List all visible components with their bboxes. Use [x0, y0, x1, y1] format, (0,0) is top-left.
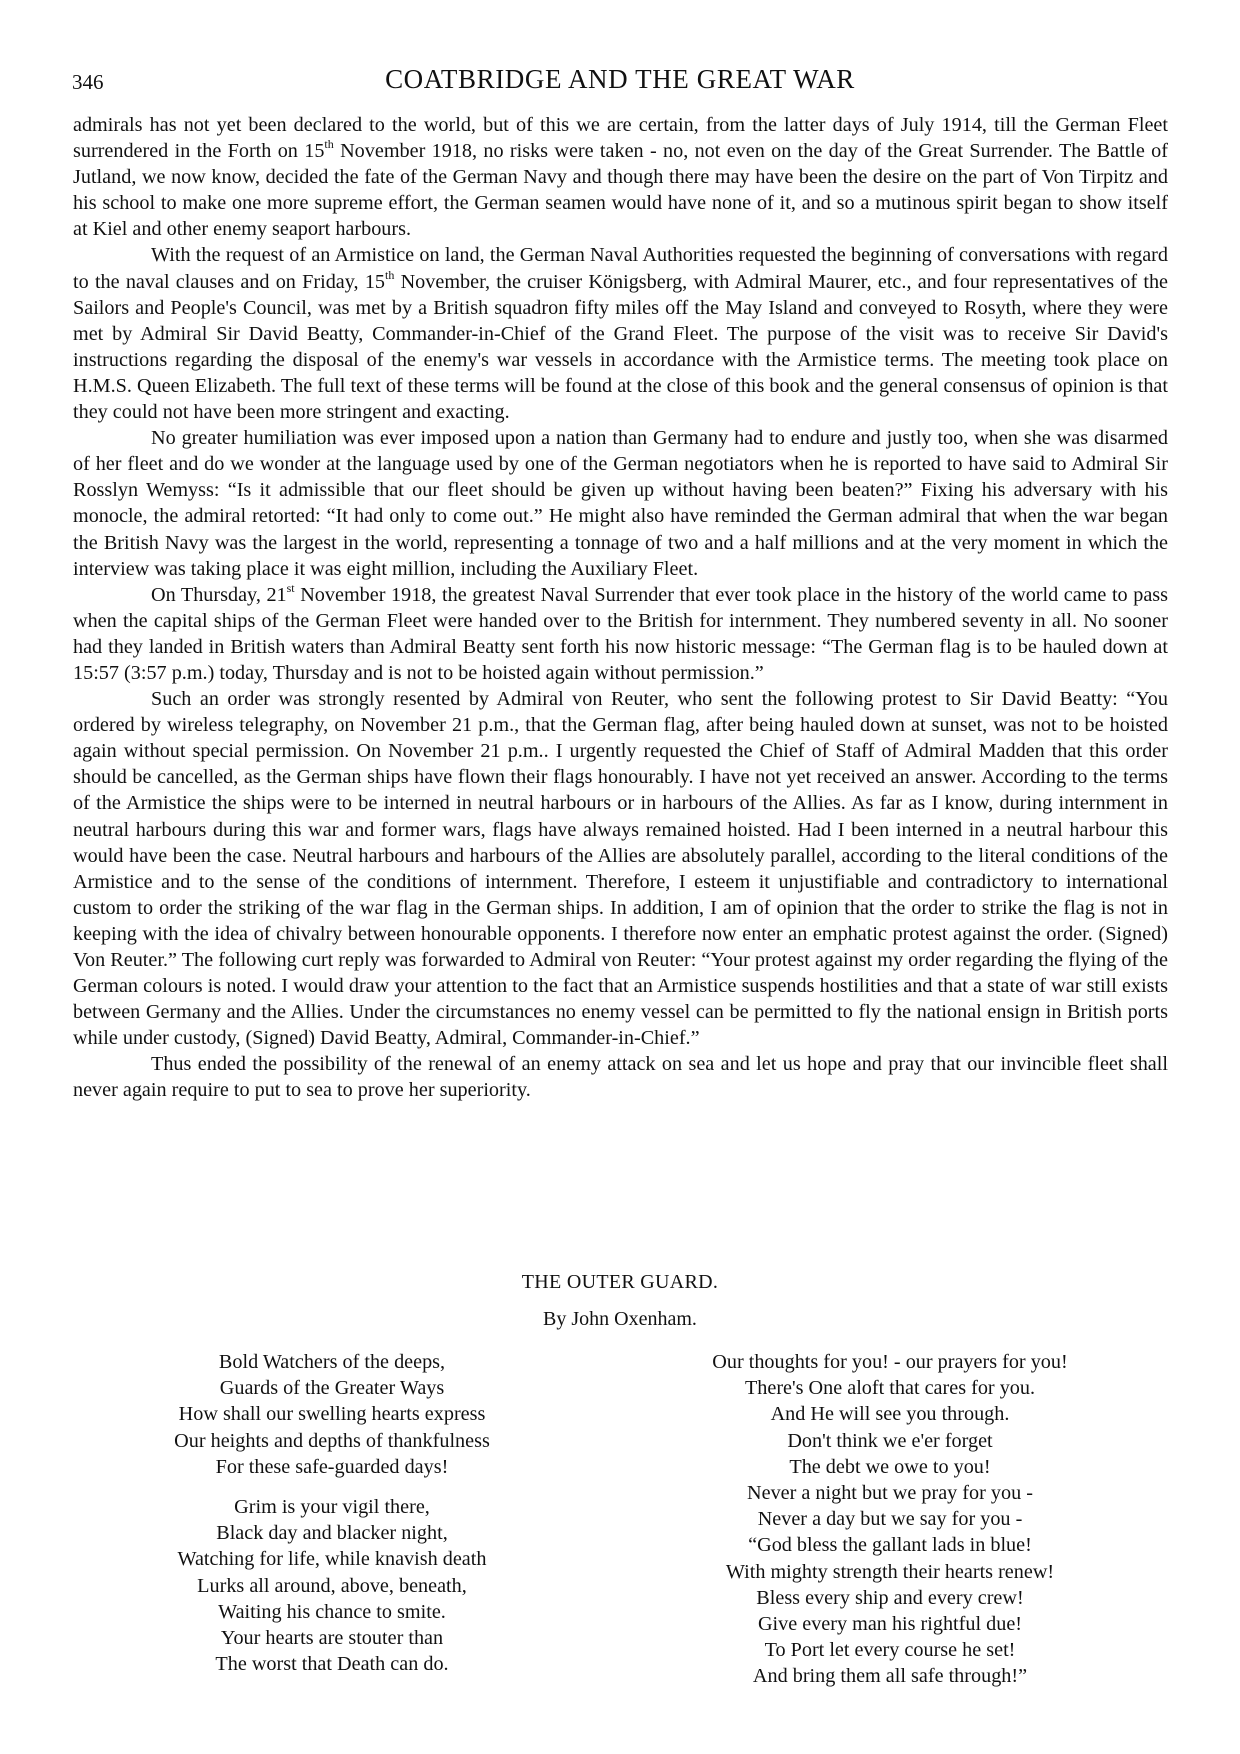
poem-line: And He will see you through.: [770, 1403, 1010, 1426]
poem-line: Black day and blacker night,: [216, 1522, 448, 1545]
paragraph-text: Such an order was strongly resented by Admiral von Reuter, who sent the following protest to Sir David Beatty: “You ordered by wireless telegraphy, on November 21 p.m., that the German flag, after being hauled down at sunset, was not to be hoisted again without special permission. On November 21 p.m.. I urgently requested the Chief of Staff of Admiral Madden that this order should be cancelled, as the German ships have flown their flags honourably. I have not yet received an answer. According to the terms of the Armistice the ships were to be interned in neutral harbours or in harbours of the Allies. As far as I know, during internment in neutral harbours during this war and former wars, flags have always remained hoisted. Had I been interned in a neutral harbour this would have been the case. Neutral harbours and harbours of the Allies are absolutely parallel, according to the literal conditions of the Armistice and to the sense of the conditions of internment. Therefore, I esteem it unjustifiable and contradictory to international custom to order the striking of the war flag in the German ships. In addition, I am of opinion that the order to strike the flag is not in keeping with the idea of chivalry between honourable opponents. I therefore now enter an emphatic protest against the order. (Signed) Von Reuter.” The following curt reply was forwarded to Admiral von Reuter: “Your protest against my order regarding the flying of the German colours is noted. I would draw your attention to the fact that an Armistice suspends hostilities and that a state of war still exists between Germany and the Allies. Under the circumstances no enemy vessel can be permitted to fly the national ensign in British ports while under custody, (Signed) David Beatty, Admiral, Commander-in-Chief.”: [73, 688, 1168, 1050]
ordinal-suffix: th: [324, 137, 334, 152]
paragraph: [73, 1051, 1168, 1103]
page-number: 346: [72, 70, 104, 94]
poem-line: For these safe-guarded days!: [215, 1455, 449, 1478]
poem-author: By John Oxenham.: [543, 1308, 697, 1330]
ordinal-suffix: th: [385, 267, 395, 282]
poem-line: There's One aloft that cares for you.: [744, 1377, 1036, 1400]
paragraph: [73, 425, 1168, 582]
poem-line: With mighty strength their hearts renew!: [725, 1560, 1055, 1583]
poem-line: Watching for life, while knavish death: [177, 1548, 487, 1571]
poem-line: Lurks all around, above, beneath,: [197, 1574, 467, 1597]
poem-line: To Port let every course he set!: [764, 1639, 1016, 1662]
running-title: COATBRIDGE AND THE GREAT WAR: [385, 64, 855, 94]
poem-line: How shall our swelling hearts express: [178, 1403, 486, 1426]
paragraph: [73, 242, 1168, 425]
paragraph-text: With the request of an Armistice on land, the German Naval Authorities requested the beginning of conversations with regard to the naval clauses and on Friday, 15: [73, 244, 1168, 293]
paragraph: [73, 582, 1168, 686]
paragraph-text: November, the cruiser Königsberg, with Admiral Maurer, etc., and four representatives of the Sailors and People's Council, was met by a British squadron fifty miles off the May Island and conveyed to Rosyth, where they were met by Admiral Sir David Beatty, Commander-in-Chief of the Grand Fleet. The purpose of the visit was to receive Sir David's instructions regarding the disposal of the enemy's war vessels in accordance with the Armistice terms. The meeting took place on H.M.S. Queen Elizabeth. The full text of these terms will be found at the close of this book and the general consensus of opinion is that they could not have been more stringent and exacting.: [73, 270, 1169, 424]
paragraph-text: On Thursday, 21: [151, 583, 287, 606]
poem-line: Grim is your vigil there,: [234, 1496, 430, 1519]
poem-line: “God bless the gallant lads in blue!: [748, 1534, 1032, 1557]
poem-line: Guards of the Greater Ways: [219, 1377, 445, 1400]
poem-line: Don't think we e'er forget: [787, 1429, 993, 1452]
poem-line: Never a day but we say for you -: [757, 1508, 1023, 1531]
poem-stanza: [97, 1494, 567, 1677]
poem-line: Bless every ship and every crew!: [756, 1586, 1024, 1609]
paragraph-text: November 1918, no risks were taken - no, not even on the day of the Great Surrender. The Battle of Jutland, we now know, decided the fate of the German Navy and though there may have been the desire on the part of Von Tirpitz and his school to make one more supreme effort, the German seamen would have none of it, and so a mutinous spirit began to show itself at Kiel and other enemy seaport harbours.: [73, 140, 1168, 241]
poem-line: The debt we owe to you!: [789, 1455, 991, 1478]
body-text: [73, 112, 1168, 1104]
paragraph: [73, 686, 1168, 1051]
page-header: [72, 64, 1168, 100]
ordinal-suffix: st: [286, 580, 295, 595]
paragraph-text: admirals has not yet been declared to the world, but of this we are certain, from the latter days of July 1914, till the German Fleet surrendered in the Forth on 15: [73, 114, 1168, 163]
poem-line: Our heights and depths of thankfulness: [174, 1429, 490, 1452]
paragraph-text: November 1918, the greatest Naval Surrender that ever took place in the history of the world came to pass when the capital ships of the German Fleet were handed over to the British for internment. They numbered seventy in all. No sooner had they landed in British waters than Admiral Beatty sent forth his now historic message: “The German flag is to be hauled down at 15:57 (3:57 p.m.) today, Thursday and is not to be hoisted again without permission.”: [73, 583, 1168, 684]
poem-line: Your hearts are stouter than: [220, 1627, 444, 1650]
paragraph: [73, 112, 1168, 242]
paragraph-text: No greater humiliation was ever imposed upon a nation than Germany had to endure and justly too, when she was disarmed of her fleet and do we wonder at the language used by one of the German negotiators when he is reported to have said to Admiral Sir Rosslyn Wemyss: “Is it admissible that our fleet should be given up without having been beaten?” Fixing his adversary with his monocle, the admiral retorted: “It had only to come out.” He might also have reminded the German admiral that when the war began the British Navy was the largest in the world, representing a tonnage of two and a half millions and at the very moment in which the interview was taking place it was eight million, including the Auxiliary Fleet.: [73, 427, 1168, 580]
poem-line: And bring them all safe through!”: [752, 1665, 1028, 1688]
poem-right-column: [655, 1349, 1125, 1704]
poem-line: Our thoughts for you! - our prayers for you!: [712, 1351, 1068, 1373]
poem-line: Waiting his chance to smite.: [218, 1600, 446, 1623]
poem-line: Never a night but we pray for you -: [747, 1482, 1033, 1505]
poem-title: THE OUTER GUARD.: [521, 1271, 719, 1293]
poem-line: Bold Watchers of the deeps,: [218, 1351, 446, 1373]
paragraph-text: Thus ended the possibility of the renewal of an enemy attack on sea and let us hope and pray that our invincible fleet shall never again require to put to sea to prove her superiority.: [73, 1053, 1168, 1102]
poem-line: Give every man his rightful due!: [757, 1613, 1023, 1636]
poem-line: The worst that Death can do.: [215, 1653, 449, 1676]
poem-left-column: [97, 1349, 567, 1691]
poem-stanza: [655, 1349, 1125, 1690]
poem-stanza: [97, 1349, 567, 1480]
